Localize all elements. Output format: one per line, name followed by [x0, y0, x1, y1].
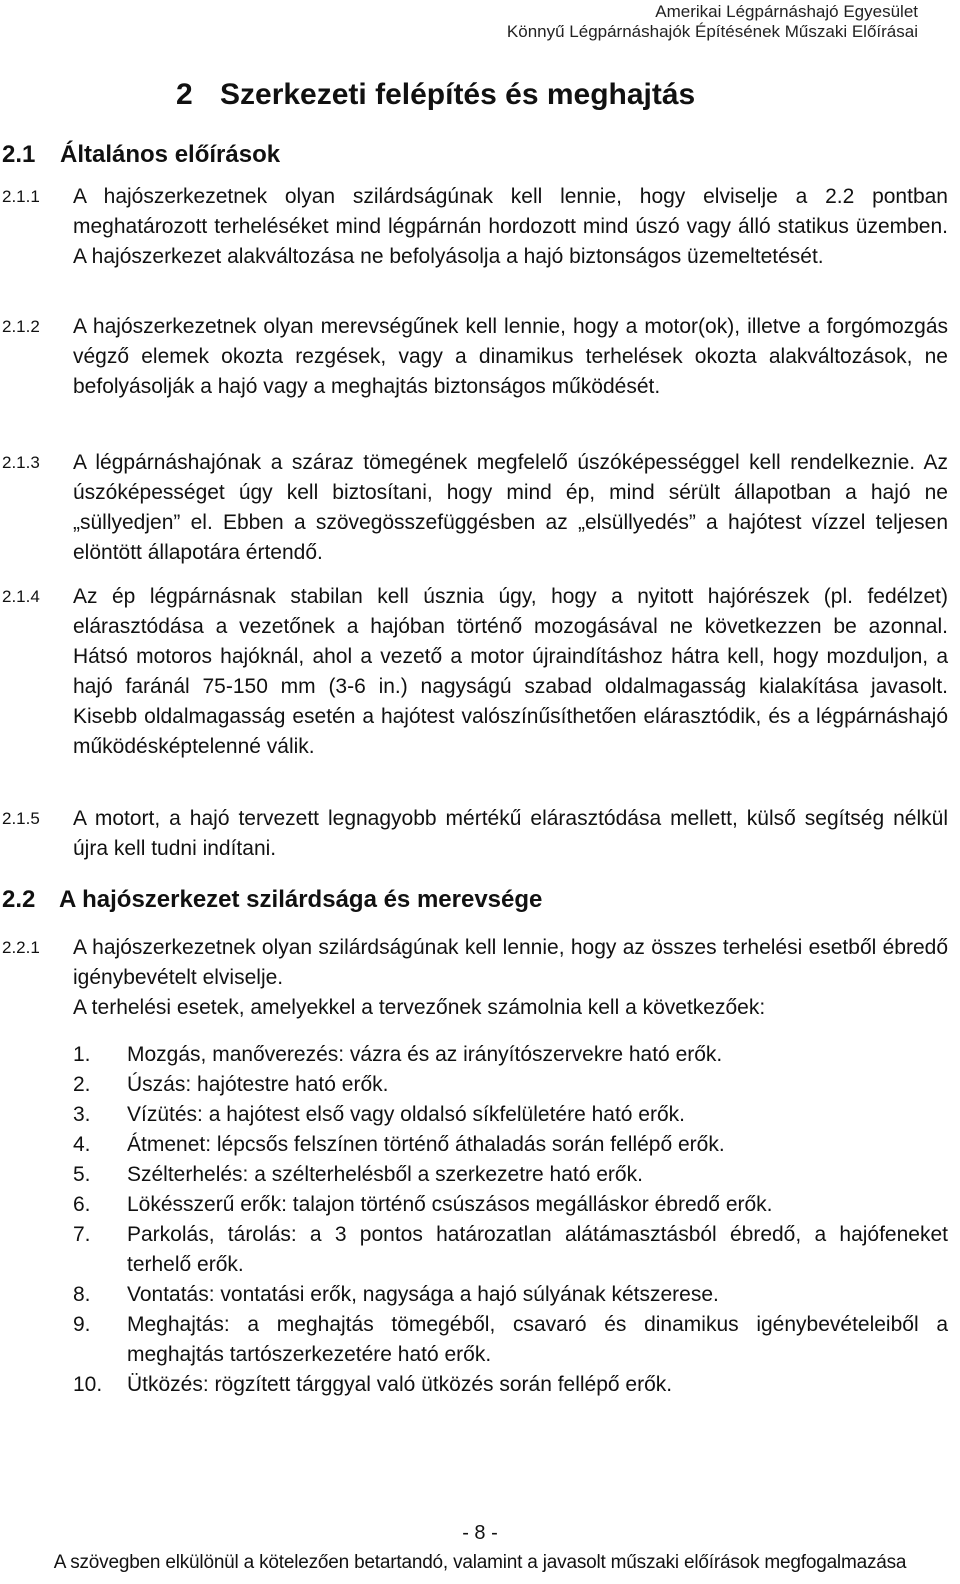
- section-number: 2.1: [2, 141, 36, 168]
- list-item-number: 9.: [73, 1313, 91, 1336]
- section-heading-2-2: [2, 886, 542, 914]
- paragraph-text: A hajószerkezetnek olyan merevségűnek kell lennie, hogy a motor(ok), illetve a forgómozgás végző elemek okozta rezgések, vagy a dinamikus terhelések okozta alakváltozások, ne befolyásolják a hajó vagy a meghajtás biztonságos működését.: [73, 315, 948, 398]
- list-item-text: Mozgás, manőverezés: vázra és az irányítószervekre ható erők.: [127, 1043, 723, 1066]
- list-item-number: 5.: [73, 1163, 91, 1186]
- paragraph-number: 2.1.4: [2, 587, 40, 606]
- list-item: [0, 1220, 948, 1280]
- section-heading-2-1: [2, 141, 280, 169]
- paragraph-text: A hajószerkezetnek olyan szilárdságúnak kell lennie, hogy az összes terhelési esetből ébredő igénybevételt elviselje.: [73, 936, 948, 989]
- paragraph-2-1-3: [0, 448, 948, 568]
- list-item-number: 1.: [73, 1043, 91, 1066]
- list-item: [0, 1160, 948, 1190]
- list-item: [0, 1070, 948, 1100]
- list-item-number: 6.: [73, 1193, 91, 1216]
- list-item-text: Vontatás: vontatási erők, nagysága a hajó súlyának kétszerese.: [127, 1283, 719, 1306]
- list-item: [0, 1130, 948, 1160]
- list-item: [0, 1280, 948, 1310]
- page-number: - 8 -: [462, 1522, 498, 1544]
- list-item-number: 4.: [73, 1133, 91, 1156]
- list-item-number: 7.: [73, 1223, 91, 1246]
- paragraph-number: 2.1.3: [2, 453, 40, 472]
- section-title: A hajószerkezet szilárdsága és merevsége: [59, 886, 543, 913]
- list-item: [0, 1190, 948, 1220]
- list-item: [0, 1100, 948, 1130]
- paragraph-2-2-1: [0, 933, 948, 993]
- list-item-text: Lökésszerű erők: talajon történő csúszásos megálláskor ébredő erők.: [127, 1193, 773, 1216]
- load-cases-list: [0, 1040, 948, 1400]
- paragraph-number: 2.1.2: [2, 317, 40, 336]
- list-item-text: Parkolás, tárolás: a 3 pontos határozatlan alátámasztásból ébredő, a hajófeneket terhelő erők.: [127, 1223, 948, 1276]
- paragraph-number: 2.2.1: [2, 938, 40, 957]
- paragraph-2-1-1: [0, 182, 948, 272]
- list-item-text: Úszás: hajótestre ható erők.: [127, 1073, 389, 1096]
- list-item-text: Vízütés: a hajótest első vagy oldalsó síkfelületére ható erők.: [127, 1103, 685, 1126]
- header-organization: Amerikai Légpárnáshajó Egyesület: [655, 2, 918, 21]
- paragraph-2-1-4: [0, 582, 948, 762]
- list-item-text: Meghajtás: a meghajtás tömegéből, csavaró és dinamikus igénybevételeiből a meghajtás tartószerkezetére ható erők.: [127, 1313, 948, 1366]
- paragraph-text: A hajószerkezetnek olyan szilárdságúnak kell lennie, hogy elviselje a 2.2 pontban meghatározott terheléséket mind légpárnán hordozott mind úszó vagy álló statikus üzemben. A hajószerkezet alakváltozása ne befolyásolja a hajó biztonságos üzemeltetését.: [73, 185, 948, 268]
- paragraph-text: A motort, a hajó tervezett legnagyobb mértékű elárasztódása mellett, külső segítség nélkül újra kell tudni indítani.: [73, 807, 948, 860]
- list-item-number: 10.: [73, 1373, 103, 1396]
- list-item-number: 3.: [73, 1103, 91, 1126]
- section-number: 2.2: [2, 886, 36, 913]
- chapter-title: Szerkezeti felépítés és meghajtás: [220, 78, 696, 111]
- list-item-text: Átmenet: lépcsős felszínen történő áthaladás során fellépő erők.: [127, 1133, 725, 1156]
- list-item: [0, 1040, 948, 1070]
- header-document-title: Könnyű Légpárnáshajók Építésének Műszaki Előírásai: [506, 22, 918, 41]
- list-item: [0, 1310, 948, 1370]
- list-item: [0, 1370, 948, 1400]
- chapter-heading: [176, 78, 695, 112]
- load-cases-intro: A terhelési esetek, amelyekkel a tervezőnek számolnia kell a következőek:: [73, 996, 766, 1019]
- paragraph-2-1-2: [0, 312, 948, 402]
- paragraph-number: 2.1.5: [2, 809, 40, 828]
- list-item-number: 2.: [73, 1073, 91, 1096]
- paragraph-text: A légpárnáshajónak a száraz tömegének megfelelő úszóképességgel kell rendelkeznie. Az úszóképességet úgy kell biztosítani, hogy mind ép, mind sérült állapotban a hajó ne „süllyedjen” el. Ebben a szövegösszefüggésben az „elsüllyedés” a hajótest vízzel teljesen elöntött állapotára értendő.: [73, 451, 948, 564]
- section-title: Általános előírások: [60, 141, 281, 168]
- list-item-number: 8.: [73, 1283, 91, 1306]
- paragraph-2-1-5: [0, 804, 948, 864]
- paragraph-number: 2.1.1: [2, 187, 40, 206]
- list-item-text: Ütközés: rögzített tárggyal való ütközés során fellépő erők.: [127, 1373, 673, 1396]
- chapter-number: 2: [176, 78, 193, 111]
- footer-note: A szövegben elkülönül a kötelezően betartandó, valamint a javasolt műszaki előírások megfogalmazása: [53, 1552, 907, 1573]
- list-item-text: Szélterhelés: a szélterhelésből a szerkezetre ható erők.: [127, 1163, 643, 1186]
- paragraph-text: Az ép légpárnásnak stabilan kell úsznia úgy, hogy a nyitott hajórészek (pl. fedélzet) elárasztódása a vezetőnek a hajóban történő mozogásával ne következzen be azonnal. Hátsó motoros hajóknál, ahol a vezető a motor újraindításhoz hátra kell, hogy mozduljon, a hajó faránál 75-150 mm (3-6 in.) nagyságú szabad oldalmagasság kialakítása javasolt. Kisebb oldalmagasság esetén a hajótest valószínűsíthetően elárasztódik, és a légpárnáshajó működésképtelenné válik.: [73, 585, 948, 758]
